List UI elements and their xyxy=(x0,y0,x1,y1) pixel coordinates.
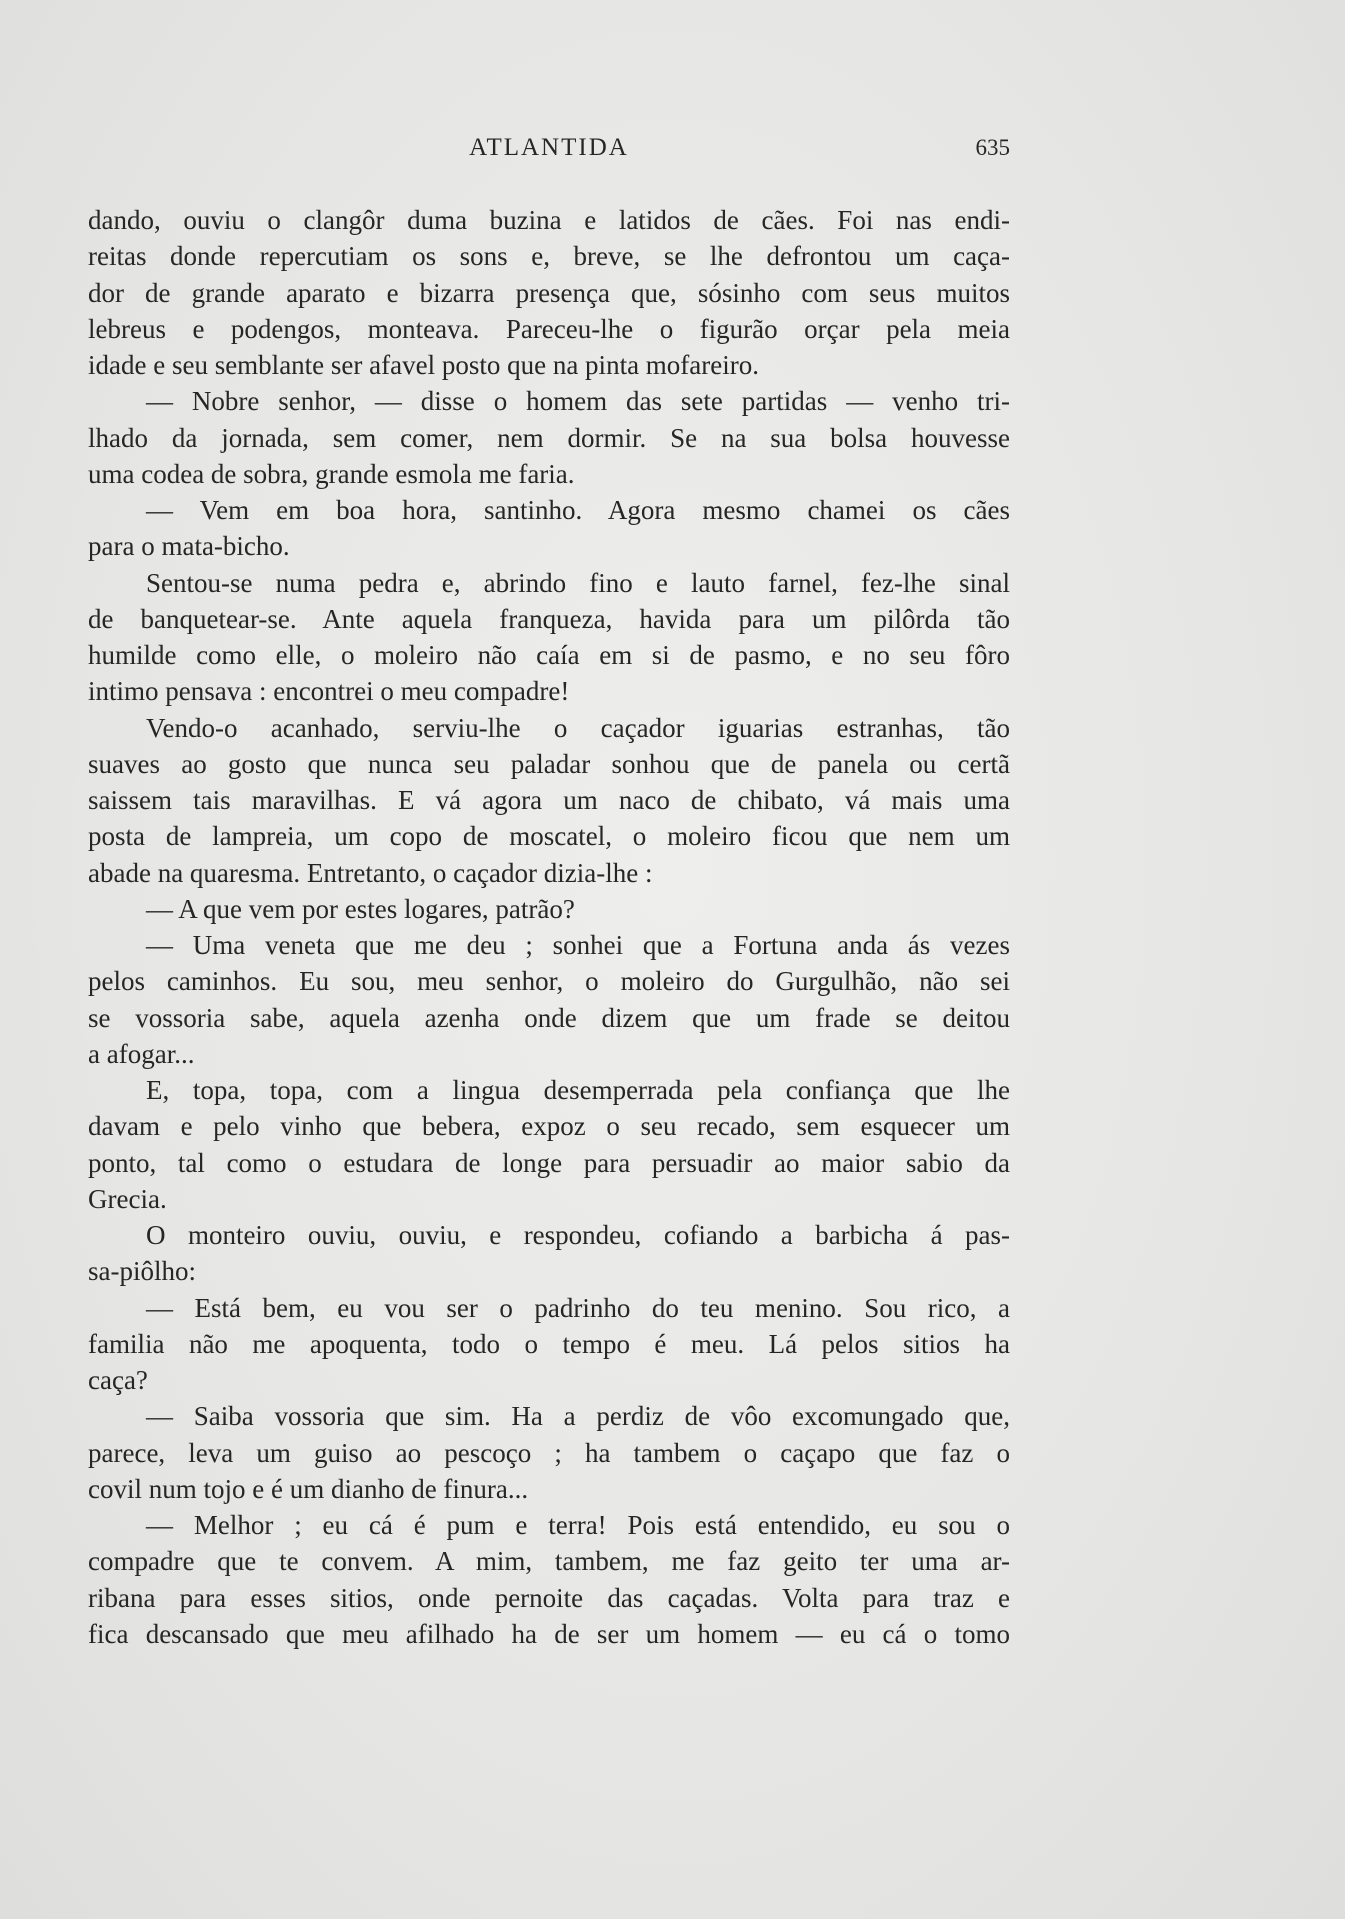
text-line: abade na quaresma. Entretanto, o caçador dizia-lhe : xyxy=(88,857,653,888)
text-line: Vendo-o acanhado, serviu-lhe o caçador iguarias estranhas, tão xyxy=(146,712,1010,743)
text-line: familia não me apoquenta, todo o tempo é meu. Lá pelos sitios ha xyxy=(88,1328,1010,1359)
running-title: ATLANTIDA xyxy=(469,134,629,161)
text-line: — Saiba vossoria que sim. Ha a perdiz de vôo excomungado que, xyxy=(146,1401,1010,1432)
page-number: 635 xyxy=(975,135,1010,160)
text-line: reitas donde repercutiam os sons e, breve, se lhe defrontou um caça- xyxy=(88,241,1010,272)
text-line: intimo pensava : encontrei o meu compadre! xyxy=(88,676,570,707)
text-line: para o mata-bicho. xyxy=(88,531,290,562)
text-line: se vossoria sabe, aquela azenha onde dizem que um frade se deitou xyxy=(88,1002,1010,1033)
text-line: davam e pelo vinho que bebera, expoz o seu recado, sem esquecer um xyxy=(88,1111,1010,1142)
text-line: ribana para esses sitios, onde pernoite das caçadas. Volta para traz e xyxy=(88,1582,1010,1613)
text-line: — Melhor ; eu cá é pum e terra! Pois está entendido, eu sou o xyxy=(146,1510,1010,1540)
text-line: covil num tojo e é um dianho de finura... xyxy=(88,1473,529,1504)
text-line: uma codea de sobra, grande esmola me faria. xyxy=(88,458,575,489)
text-line: Sentou-se numa pedra e, abrindo fino e lauto farnel, fez-lhe sinal xyxy=(146,567,1010,598)
text-line: pelos caminhos. Eu sou, meu senhor, o moleiro do Gurgulhão, não sei xyxy=(88,966,1010,997)
body-text xyxy=(88,202,1010,1652)
text-line: lebreus e podengos, monteava. Pareceu-lhe o figurão orçar pela meia xyxy=(88,313,1010,344)
text-line: ponto, tal como o estudara de longe para persuadir ao maior sabio da xyxy=(88,1147,1010,1178)
text-line: suaves ao gosto que nunca seu paladar sonhou que de panela ou certã xyxy=(88,748,1010,779)
text-line: fica descansado que meu afilhado ha de ser um homem — eu cá o tomo xyxy=(88,1618,1010,1649)
text-line: dando, ouviu o clangôr duma buzina e latidos de cães. Foi nas endi- xyxy=(88,205,1010,235)
text-line: posta de lampreia, um copo de moscatel, o moleiro ficou que nem um xyxy=(88,821,1010,852)
text-line: dor de grande aparato e bizarra presença que, sósinho com seus muitos xyxy=(88,277,1010,308)
text-line: compadre que te convem. A mim, tambem, me faz geito ter uma ar- xyxy=(88,1546,1010,1577)
text-line: a afogar... xyxy=(88,1038,195,1069)
text-line: parece, leva um guiso ao pescoço ; ha tambem o caçapo que faz o xyxy=(88,1437,1010,1468)
text-line: sa-piôlho: xyxy=(88,1256,196,1287)
text-line: idade e seu semblante ser afavel posto que na pinta mofareiro. xyxy=(88,350,759,380)
running-head xyxy=(88,128,1010,168)
text-line: O monteiro ouviu, ouviu, e respondeu, cofiando a barbicha á pas- xyxy=(146,1220,1010,1250)
text-line: — A que vem por estes logares, patrão? xyxy=(146,893,575,924)
text-line: Grecia. xyxy=(88,1183,167,1214)
text-line: E, topa, topa, com a lingua desemperrada pela confiança que lhe xyxy=(146,1075,1010,1105)
text-line: de banquetear-se. Ante aquela franqueza, havida para um pilôrda tão xyxy=(88,603,1010,634)
text-line: — Está bem, eu vou ser o padrinho do teu menino. Sou rico, a xyxy=(146,1292,1010,1323)
text-line: saissem tais maravilhas. E vá agora um naco de chibato, vá mais uma xyxy=(88,785,1010,815)
text-line: — Uma veneta que me deu ; sonhei que a Fortuna anda ás vezes xyxy=(146,930,1010,960)
text-line: humilde como elle, o moleiro não caía em si de pasmo, e no seu fôro xyxy=(88,640,1010,670)
text-line: — Vem em boa hora, santinho. Agora mesmo chamei os cães xyxy=(146,495,1010,525)
text-line: caça? xyxy=(88,1365,148,1395)
text-line: lhado da jornada, sem comer, nem dormir. Se na sua bolsa houvesse xyxy=(88,422,1010,453)
text-line: — Nobre senhor, — disse o homem das sete partidas — venho tri- xyxy=(146,386,1010,417)
